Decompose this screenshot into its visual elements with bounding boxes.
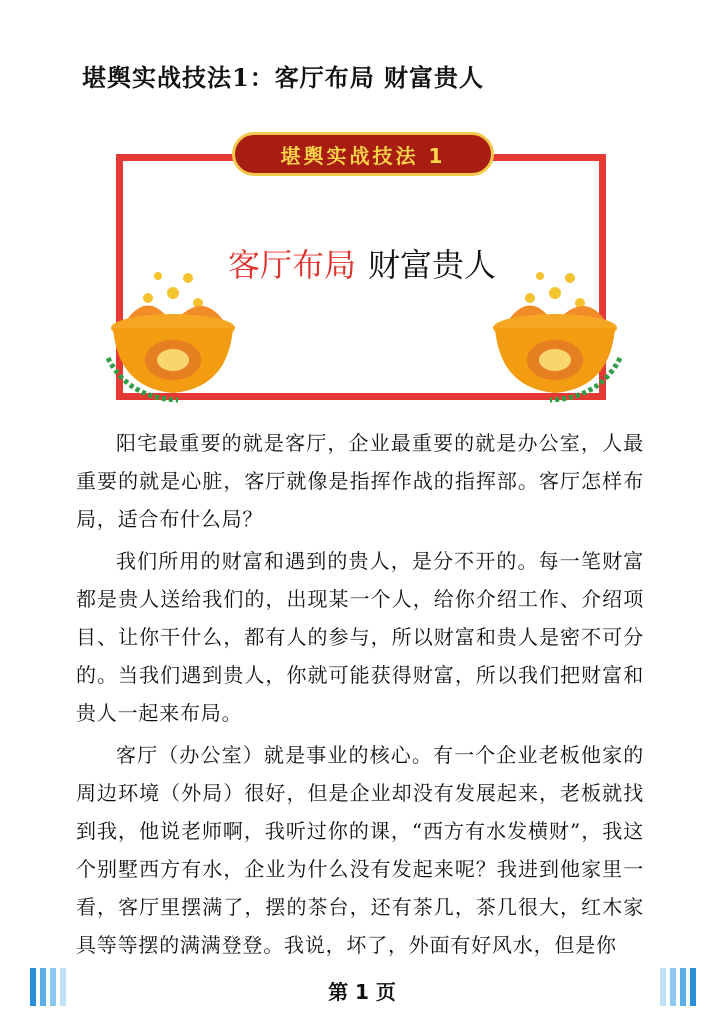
page-number: 第 1 页 [328,980,396,1004]
banner-tag-text: 堪舆实战技法 1 [280,143,446,168]
body-text [76,424,644,968]
banner-heading-red: 客厅布局 [227,246,356,284]
banner-heading-black: 财富贵人 [368,246,497,284]
treasure-bowl-icon [470,248,640,408]
banner-tag [232,132,494,176]
paragraph: 我们所用的财富和遇到的贵人，是分不开的。每一笔财富都是贵人送给我们的，出现某一个人，给你介绍工作、介绍项目、让你干什么，都有人的参与，所以财富和贵人是密不可分的。当我们遇到贵人，你就可能获得财富，所以我们把财富和贵人一起来布局。 [76,549,644,725]
treasure-bowl-icon [88,248,258,408]
banner-illustration [0,118,724,418]
page-title: 堪舆实战技法1：客厅布局 财富贵人 [82,63,485,92]
paragraph: 客厅（办公室）就是事业的核心。有一个企业老板他家的周边环境（外局）很好，但是企业却没有发展起来，老板就找到我，他说老师啊，我听过你的课，“西方有水发横财”，我这个别墅西方有水，企业为什么没有发起来呢？我进到他家里一看，客厅里摆满了，摆的茶台，还有茶几，茶几很大，红木家具等等摆的满满登登。我说，坏了，外面有好风水，但是你 [76,743,644,957]
paragraph: 阳宅最重要的就是客厅，企业最重要的就是办公室，人最重要的就是心脏，客厅就像是指挥作战的指挥部。客厅怎样布局，适合布什么局？ [76,431,644,531]
